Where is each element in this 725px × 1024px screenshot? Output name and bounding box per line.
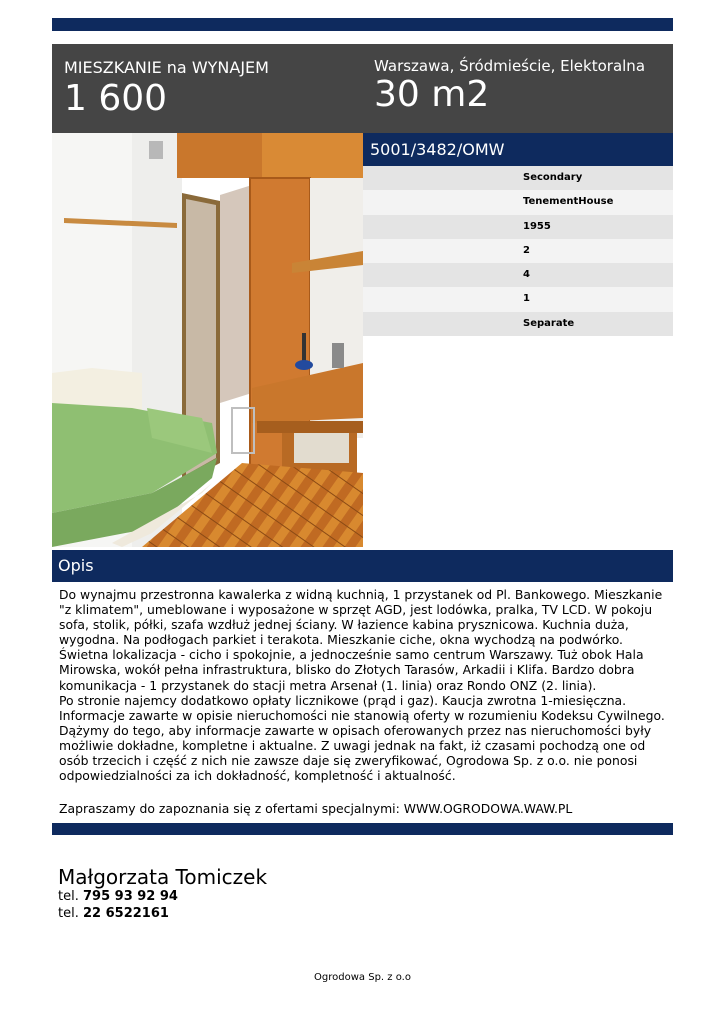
detail-row: Separate bbox=[363, 312, 673, 336]
offer-type: MIESZKANIE na WYNAJEM bbox=[64, 58, 269, 77]
phone-number-1[interactable]: 795 93 92 94 bbox=[82, 889, 178, 904]
phone-number-2[interactable]: 22 6522161 bbox=[82, 906, 169, 921]
apartment-photo bbox=[52, 133, 363, 547]
tel-label: tel. bbox=[58, 889, 79, 904]
detail-row: 2 bbox=[363, 239, 673, 263]
footer-company: Ogrodowa Sp. z o.o bbox=[314, 972, 411, 983]
reference-number: 5001/3482/OMW bbox=[363, 133, 673, 166]
detail-row: 4 bbox=[363, 263, 673, 287]
area: 30 m2 bbox=[374, 74, 490, 115]
location: Warszawa, Śródmieście, Elektoralna bbox=[374, 57, 646, 75]
description-text: Do wynajmu przestronna kawalerka z widną kuchnią, 1 przystanek od Pl. Bankowego. Mieszkanie "z klimatem", umeblowane i wyposażone w sprzęt AGD, jest lodówka, pralka, TV LCD. W pokoju sofa, stolik, półki, szafa wzdłuż jednej ściany. W łazience kabina prysznicowa. Kuchnia duża, wygodna. Na podłogach parkiet i terakota. Mieszkanie ciche, okna wychodzą na podwórko. Świetna lokalizacja - cicho i spokojnie, a jednocześnie samo centrum Warszawy. Tuż obok Hala Mirowska, wokół pełna infrastruktura, blisko do Złotych Tarasów, Arkadii i Klifa. Bardzo dobra komunikacja - 1 przystanek do stacji metra Arsenał (1. linia) oraz Rondo ONZ (2. linia). Po stronie najemcy dodatkowo opłaty licznikowe (prąd i gaz). Kaucja zwrotna 1-miesięczna. Informacje zawarte w opisie nieruchomości nie stanowią oferty w rozumieniu Kodeksu Cywilnego. Dążymy do tego, aby informacje zawarte w opisach oferowanych przez nas nieruchomości były możliwie dokładne, kompletne i aktualne. Z uwagi jednak na fakt, iż czasami pochodzą one od osób trzecich i część z nich nie zawsze daje się zweryfikować, Ogrodowa Sp. z o.o. nie ponosi odpowiedzialności za ich dokładność, kompletność i aktualność. bbox=[59, 587, 665, 784]
details-table bbox=[363, 166, 673, 336]
listing-header bbox=[52, 44, 673, 133]
tel-label: tel. bbox=[58, 906, 79, 921]
special-offers-text: Zapraszamy do zapoznania się z ofertami specjalnymi: WWW.OGRODOWA.WAW.PL bbox=[59, 801, 573, 816]
phone-line-2 bbox=[58, 906, 169, 921]
detail-row: TenementHouse bbox=[363, 190, 673, 214]
agent-name: Małgorzata Tomiczek bbox=[58, 865, 268, 889]
detail-row: Secondary bbox=[363, 166, 673, 190]
apartment-photo-icon bbox=[52, 133, 363, 547]
divider-bar bbox=[52, 823, 673, 835]
top-decor-bar bbox=[52, 18, 673, 31]
price: 1 600 bbox=[64, 78, 168, 119]
phone-line-1 bbox=[58, 889, 178, 904]
detail-row: 1955 bbox=[363, 215, 673, 239]
detail-row: 1 bbox=[363, 287, 673, 311]
description-heading: Opis bbox=[52, 550, 673, 582]
